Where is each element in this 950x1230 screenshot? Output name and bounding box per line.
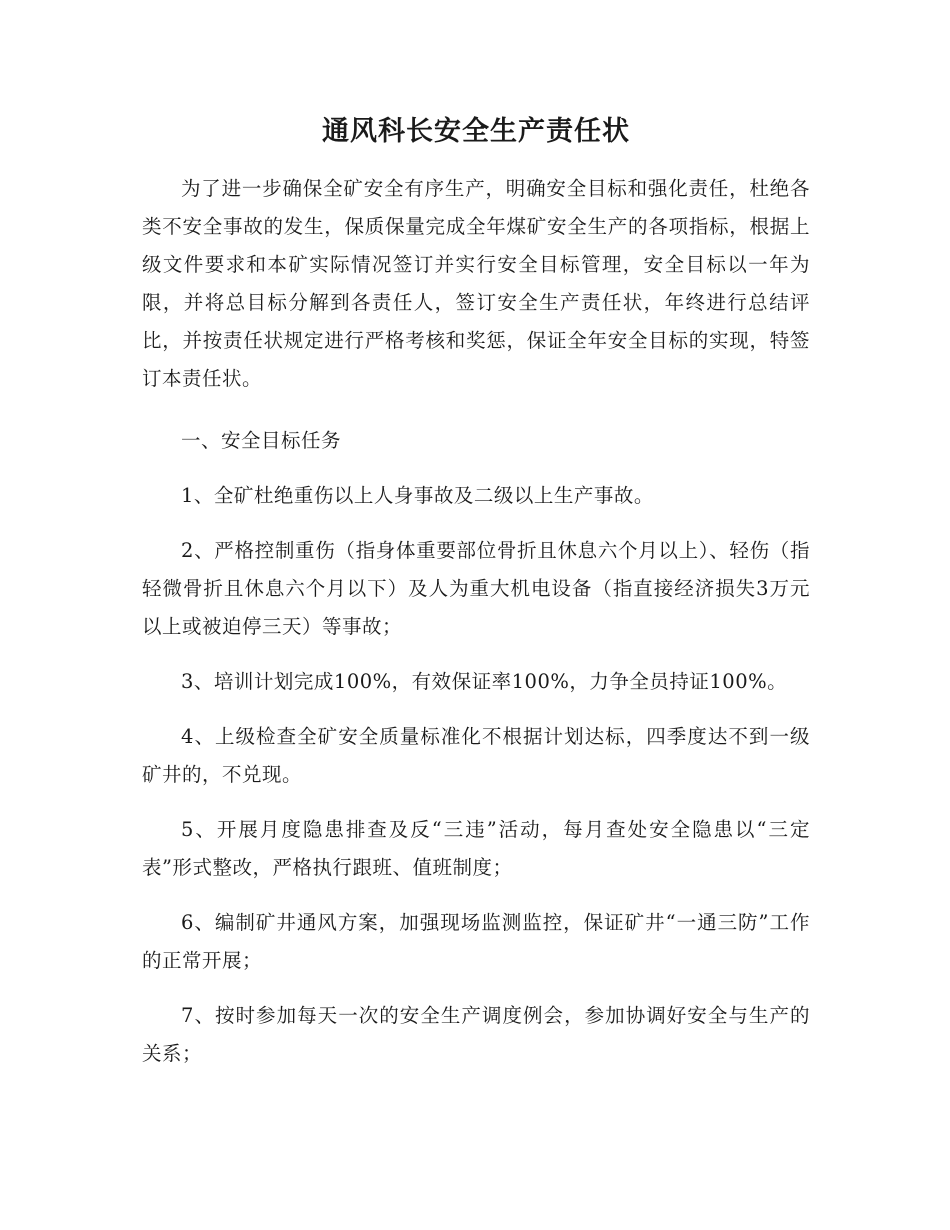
target-item-6: 6、编制矿井通风方案，加强现场监测监控，保证矿井“一通三防”工作的正常开展； <box>142 911 810 972</box>
intro-paragraph: 为了进一步确保全矿安全有序生产，明确安全目标和强化责任，杜绝各类不安全事故的发生，保质保量完成全年煤矿安全生产的各项指标，根据上级文件要求和本矿实际情况签订并实行安全目标管理，安全目标以一年为限，并将总目标分解到各责任人，签订安全生产责任状，年终进行总结评比，并按责任状规定进行严格考核和奖惩，保证全年安全目标的实现，特签订本责任状。 <box>142 177 810 390</box>
target-item-3: 3、培训计划完成100%，有效保证率100%，力争全员持证100%。 <box>181 670 788 693</box>
target-item-4: 4、上级检查全矿安全质量标准化不根据计划达标，四季度达不到一级矿井的，不兑现。 <box>142 725 810 786</box>
target-item-2: 2、严格控制重伤（指身体重要部位骨折且休息六个月以上）、轻伤（指轻微骨折且休息六个月以下）及人为重大机电设备（指直接经济损失3万元以上或被迫停三天）等事故； <box>142 539 810 638</box>
document-page <box>142 110 810 1090</box>
target-item-5: 5、开展月度隐患排查及反“三违”活动，每月查处安全隐患以“三定表”形式整改，严格执行跟班、值班制度； <box>142 818 810 879</box>
target-item-7: 7、按时参加每天一次的安全生产调度例会，参加协调好安全与生产的关系； <box>142 1004 810 1065</box>
section-heading: 一、安全目标任务 <box>181 429 342 452</box>
target-item-1: 1、全矿杜绝重伤以上人身事故及二级以上生产事故。 <box>181 484 654 507</box>
document-title: 通风科长安全生产责任状 <box>322 116 630 147</box>
